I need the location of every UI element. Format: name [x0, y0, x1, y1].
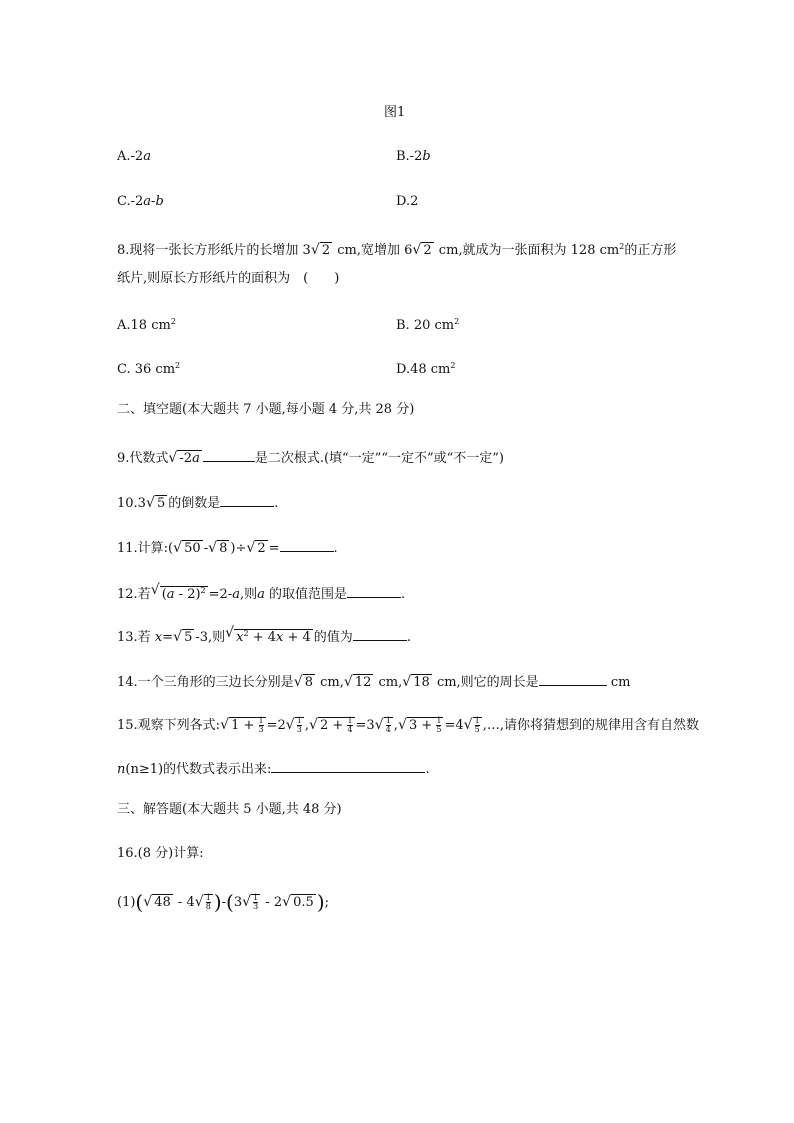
q7-option-a: A.-2a — [117, 149, 151, 164]
q10: 10.3√ 5 的倒数是 . — [117, 492, 278, 513]
q7-option-c: C.-2a-b — [117, 194, 164, 209]
q11: 11.计算:(√ 50 -√ 8 )÷√ 2 = . — [117, 537, 338, 558]
q12: 12.若√ (a - 2)$^2$ =2-a,则a 的取值范围是 . — [117, 582, 405, 604]
q16-part1: (1)(√ 48 - 4 √ $\frac{1}{8}$ )-(3 √ $\frac{1}{3}$ - 2√ 0.5 ); — [117, 893, 329, 912]
section-2-heading: 二、填空题(本大题共 7 小题,每小题 4 分,共 28 分) — [117, 402, 415, 417]
q16-title: 16.(8 分)计算: — [117, 846, 204, 861]
q8-option-d: D.48 $cm^2$ — [396, 361, 456, 377]
q7-option-b: B.-2b — [396, 149, 431, 164]
q8-stem-line1: 8.现将一张长方形纸片的长增加 3√ 2 cm,宽增加 6√ 2 cm,就成为一张面积为 128 $cm^2$的正方形 — [117, 238, 676, 260]
q7-option-d: D.2 — [396, 194, 419, 209]
q8-stem-line2: 纸片,则原长方形纸片的面积为 ( ) — [117, 271, 340, 286]
q8-option-a: A.18 $cm^2$ — [117, 317, 176, 333]
q15-line2: n(n≥1)的代数式表示出来: . — [117, 758, 430, 779]
figure-caption: 图1 — [384, 105, 406, 120]
q8-option-b: B. 20 $cm^2$ — [396, 317, 460, 333]
q15-line1: 15.观察下列各式:√ 1 + $\frac{1}{3}$ =2 √ $\frac{1}{3}$ ,√ 2 + $\frac{1}{4}$ =3 √ $\frac{1}{4}$ ,√ 3 + $\frac{1}{5}$ =4 √ $\frac{1}{5}$ ,…,请你将猜想到的规律用含有自然数 — [117, 717, 699, 735]
q9: 9.代数式√ -2a 是二次根式.(填“一定”“一定不”或“不一定”) — [117, 447, 504, 468]
section-3-heading: 三、解答题(本大题共 5 小题,共 48 分) — [117, 802, 342, 817]
q8-option-c: C. 36 $cm^2$ — [117, 361, 181, 377]
q13: 13.若 x=√ 5 -3,则√ $x^2 + 4x + 4$ 的值为 . — [117, 625, 411, 647]
q14: 14.一个三角形的三边长分别是√ 8 cm,√ 12 cm,√ 18 cm,则它的周长是 cm — [117, 671, 630, 692]
